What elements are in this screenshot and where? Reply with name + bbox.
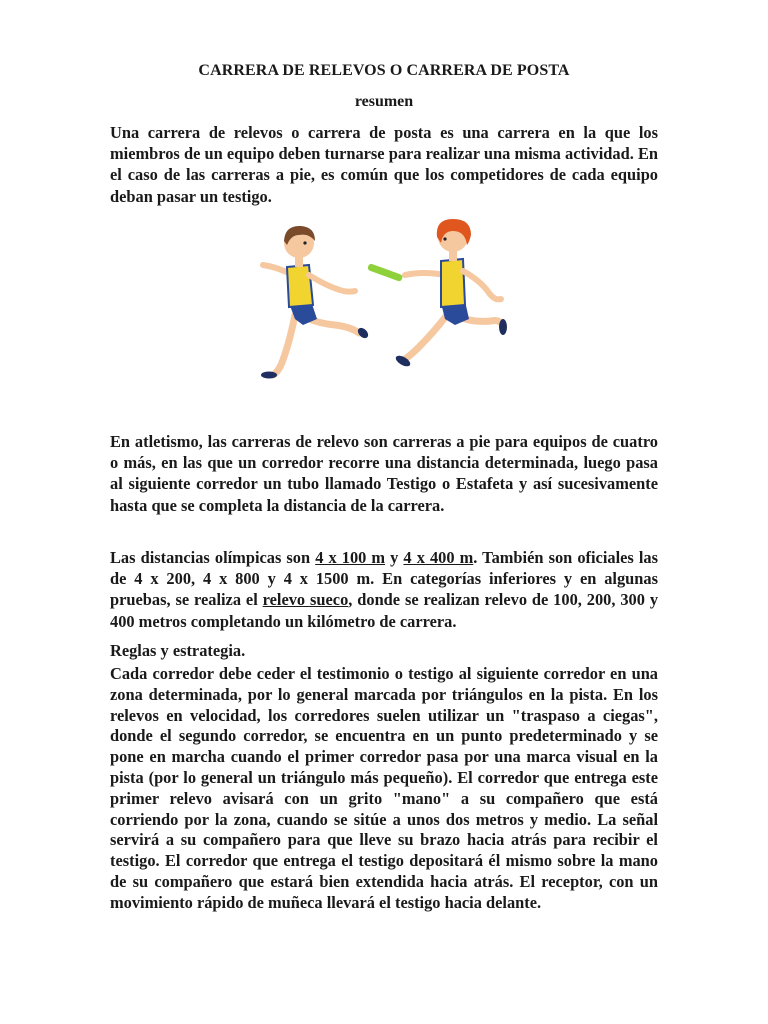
rules-heading: Reglas y estrategia. (110, 641, 246, 660)
distances-text-suffix: , donde se realizan relevo de 100, 200, 300 y 400 metros completando un kilómetro de carrera. (110, 590, 659, 631)
link-4x100[interactable]: 4 x 100 m (315, 548, 386, 567)
distances-text-prefix: Las distancias olímpicas son (110, 548, 316, 567)
relay-runners-icon (255, 215, 515, 385)
distances-text-after: . También son oficiales las de 4 x 200, 4 x 800 y 4 x 1500 m. En categorías inferiores y en algunas pruebas, se realiza el (110, 548, 658, 610)
runner-left (261, 226, 370, 379)
distances-paragraph (110, 547, 658, 632)
distances-text-mid: y (385, 548, 404, 567)
document-subtitle: resumen (354, 93, 414, 110)
link-4x400[interactable]: 4 x 400 m (403, 548, 474, 567)
runner-right (367, 219, 507, 368)
link-relevo-sueco[interactable]: relevo sueco (262, 590, 349, 610)
document-title: CARRERA DE RELEVOS O CARRERA DE POSTA (198, 62, 570, 79)
rules-paragraph: Cada corredor debe ceder el testimonio o testigo al siguiente corredor en una zona determinada, por lo general marcada por triángulos en la pista. En los relevos en velocidad, los corredores suelen utilizar un "traspaso a ciegas", donde el segundo corredor, se encuentra en un punto predeterminado y se pone en marcha cuando el primer corredor pasa por una marca visual en la pista (por lo general un triángulo más pequeño). El corredor que entrega este primer relevo avisará con un grito "mano" a su compañero que está corriendo por la zona, cuando se sitúe a unos dos metros y medio. La señal servirá a su compañero para que lleve su brazo hacia atrás para recibir el testigo. El corredor que entrega el testigo depositará él mismo sobre la mano de su compañero que estará bien extendida hacia atrás. El receptor, con un movimiento rápido de muñeca llevará el testigo hacia delante. (110, 664, 658, 912)
intro-paragraph: Una carrera de relevos o carrera de posta es una carrera en la que los miembros de un equipo deben turnarse para realizar una misma actividad. En el caso de las carreras a pie, es común que los competidores de cada equipo deban pasar un testigo. (110, 123, 658, 206)
athletics-paragraph: En atletismo, las carreras de relevo son carreras a pie para equipos de cuatro o más, en las que un corredor recorre una distancia determinada, luego pasa al siguiente corredor un tubo llamado Testigo o Estafeta y así sucesivamente hasta que se completa la distancia de la carrera. (110, 432, 658, 515)
